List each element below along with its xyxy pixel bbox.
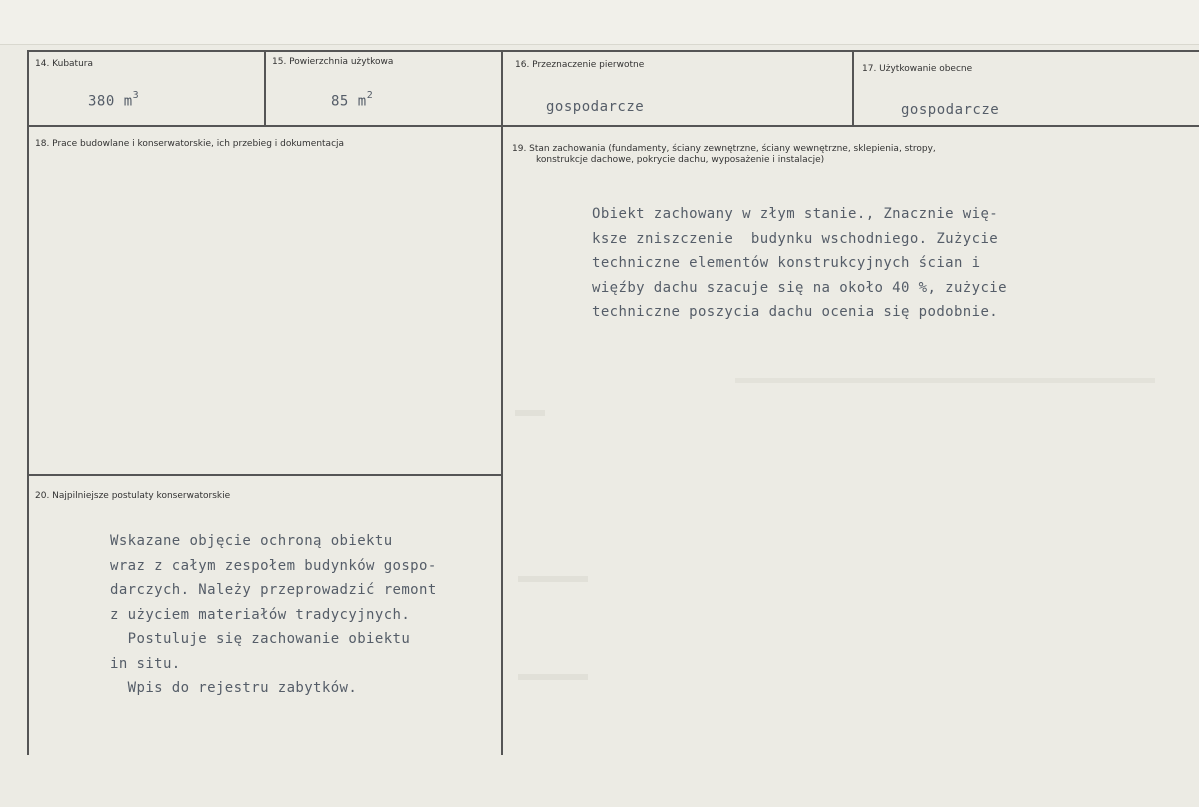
powierzchnia-value [331, 92, 373, 110]
form-left-rule [27, 50, 29, 755]
stan-zachowania-text: Obiekt zachowany w złym stanie., Znacznie wię- ksze zniszczenie budynku wschodniego. Zużycie techniczne elementów konstrukcyjnych ścian i więźby dachu szacuje się na około 40 %, zużycie techniczne poszycia dachu ocenia się podobnie. [592, 206, 1007, 320]
kubatura-number: 380 [88, 93, 115, 110]
col-divider-14-15 [264, 50, 266, 126]
kubatura-unit-exponent: 3 [132, 90, 140, 101]
powierzchnia-unit-exponent: 2 [366, 90, 374, 101]
postulaty-label: 20. Najpilniejsze postulaty konserwatorskie [35, 491, 231, 501]
stan-zachowania-label-line2: konstrukcje dachowe, pokrycie dachu, wyposażenie i instalacje) [536, 155, 825, 165]
kubatura-label: 14. Kubatura [35, 59, 94, 69]
bleed-through-marks [518, 576, 588, 582]
powierzchnia-number: 85 [331, 93, 349, 110]
form-top-rule [27, 50, 1199, 52]
row-divider [27, 125, 1199, 127]
uzytkowanie-value: gospodarcze [901, 102, 1000, 118]
stan-zachowania-label-line1: 19. Stan zachowania (fundamenty, ściany zewnętrzne, ściany wewnętrzne, sklepienia, stropy, [512, 144, 936, 154]
uzytkowanie-label: 17. Użytkowanie obecne [862, 64, 973, 74]
bleed-through-marks [515, 410, 545, 416]
bleed-through-marks [518, 674, 588, 680]
kubatura-unit: m [123, 93, 133, 110]
main-col-divider [501, 50, 503, 755]
powierzchnia-unit: m [357, 93, 367, 110]
prace-budowlane-label: 18. Prace budowlane i konserwatorskie, ich przebieg i dokumentacja [35, 139, 345, 149]
kubatura-value [88, 92, 139, 110]
col-divider-16-17 [852, 50, 854, 126]
postulaty-text: Wskazane objęcie ochroną obiektu wraz z całym zespołem budynków gospo- darczych. Należy przeprowadzić remont z użyciem materiałów tradycyjnych. Postuluje się zachowanie obiektu in situ. Wpis do rejestru zabytków. [110, 533, 437, 696]
section-18-20-divider [27, 474, 501, 476]
przeznaczenie-value: gospodarcze [546, 99, 645, 115]
przeznaczenie-label: 16. Przeznaczenie pierwotne [515, 60, 645, 70]
powierzchnia-label: 15. Powierzchnia użytkowa [272, 57, 394, 67]
bleed-through-marks [735, 378, 1155, 383]
paper-top-edge [0, 0, 1199, 45]
